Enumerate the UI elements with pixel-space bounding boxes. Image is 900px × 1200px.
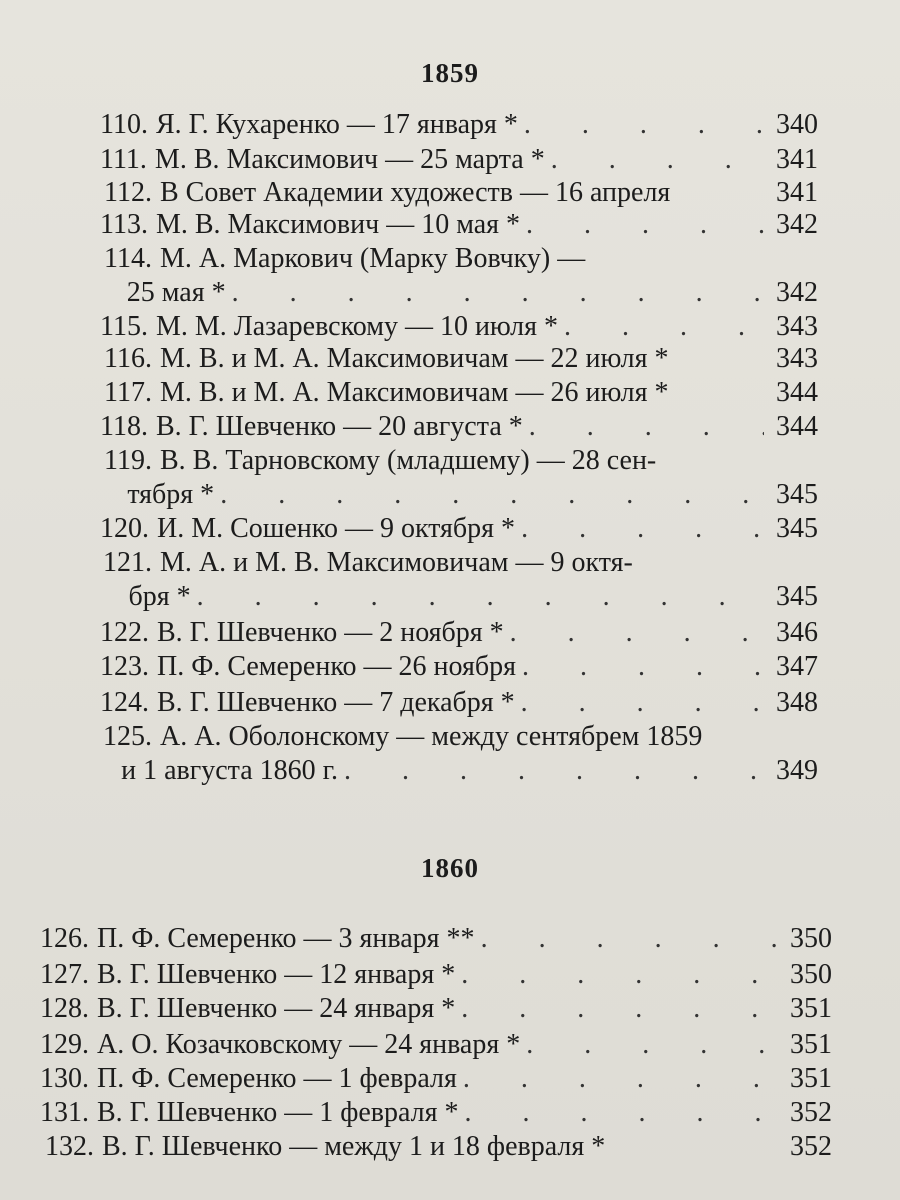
toc-entry-line bbox=[40, 992, 832, 1026]
toc-entry bbox=[100, 686, 818, 720]
page-number: 343 bbox=[776, 311, 818, 342]
toc-entry bbox=[40, 1096, 832, 1130]
toc-entry-line bbox=[100, 310, 818, 344]
entry-number: 126. bbox=[40, 923, 89, 954]
entry-number: 114. bbox=[104, 243, 152, 274]
toc-entry-line bbox=[100, 376, 818, 410]
entry-title: М. В. Максимович — 10 мая * bbox=[155, 209, 521, 240]
toc-entry-line bbox=[100, 512, 818, 546]
dot-leader bbox=[461, 958, 778, 992]
entry-number: 119. bbox=[104, 445, 152, 476]
toc-entry-line bbox=[40, 1062, 832, 1096]
toc-entry-line bbox=[100, 444, 818, 478]
page-number: 347 bbox=[776, 651, 818, 682]
toc-entry-line bbox=[100, 242, 818, 276]
toc-entry bbox=[40, 1062, 832, 1096]
entry-number: 116. bbox=[104, 343, 152, 374]
page-number: 341 bbox=[776, 177, 818, 208]
toc-entry-line bbox=[40, 1028, 832, 1062]
page-number: 344 bbox=[776, 411, 818, 442]
entry-title: В. Г. Шевченко — 2 ноября * bbox=[157, 617, 504, 648]
entry-number: 121. bbox=[103, 547, 152, 578]
toc-entry bbox=[100, 376, 818, 410]
toc-entry bbox=[40, 1028, 832, 1062]
entry-title: бря * bbox=[128, 581, 191, 612]
entry-number: 118. bbox=[100, 411, 148, 442]
dot-leader bbox=[526, 208, 764, 242]
dot-leader bbox=[529, 410, 764, 444]
toc-entry bbox=[100, 108, 818, 142]
toc-entry bbox=[100, 410, 818, 444]
toc-entry-line bbox=[100, 410, 818, 444]
dot-leader bbox=[481, 922, 778, 956]
year-heading: 1860 bbox=[421, 853, 479, 883]
entry-title: М. В. Максимович — 25 марта * bbox=[154, 144, 545, 175]
page-number: 352 bbox=[790, 1097, 832, 1128]
year-heading: 1859 bbox=[421, 58, 479, 88]
toc-entry bbox=[40, 992, 832, 1026]
entry-title: П. Ф. Семеренко — 26 ноября bbox=[157, 651, 516, 682]
entry-title: В. Г. Шевченко — 20 августа * bbox=[155, 411, 523, 442]
page-number: 345 bbox=[776, 513, 818, 544]
page-number: 340 bbox=[776, 109, 818, 140]
entry-title: В. Г. Шевченко — 7 декабря * bbox=[157, 687, 515, 718]
entry-title: В. Г. Шевченко — 24 января * bbox=[97, 993, 456, 1024]
dot-leader bbox=[521, 686, 764, 720]
page-number: 349 bbox=[776, 755, 818, 786]
entry-title: М. В. и М. А. Максимовичам — 22 июля * bbox=[160, 343, 669, 374]
dot-leader bbox=[551, 143, 764, 177]
entry-title: М. А. Маркович (Марку Вовчку) — bbox=[160, 243, 586, 274]
entry-number: 112. bbox=[104, 177, 152, 208]
toc-entry bbox=[100, 546, 818, 614]
toc-entry-line bbox=[100, 720, 818, 754]
entry-title: М. М. Лазаревскому — 10 июля * bbox=[155, 311, 559, 342]
toc-entry-line bbox=[40, 958, 832, 992]
dot-leader bbox=[510, 616, 764, 650]
page-number: 348 bbox=[776, 687, 818, 718]
dot-leader bbox=[463, 1062, 778, 1096]
entry-title: М. А. и М. В. Максимовичам — 9 октя- bbox=[160, 547, 633, 578]
page-number: 342 bbox=[776, 209, 818, 240]
dot-leader bbox=[522, 650, 764, 684]
entry-title: А. А. Оболонскому — между сентябрем 1859 bbox=[160, 721, 703, 752]
entry-number: 130. bbox=[40, 1063, 89, 1094]
page-number: 351 bbox=[790, 1063, 832, 1094]
entry-number: 120. bbox=[100, 513, 149, 544]
toc-entry bbox=[40, 922, 832, 956]
entry-title: П. Ф. Семеренко — 3 января ** bbox=[97, 923, 475, 954]
entry-title: В. В. Тарновскому (младшему) — 28 сен- bbox=[160, 445, 657, 476]
page-number: 341 bbox=[776, 144, 818, 175]
page-number: 342 bbox=[776, 277, 818, 308]
entry-number: 115. bbox=[100, 311, 148, 342]
entry-number: 123. bbox=[100, 651, 149, 682]
page-number: 350 bbox=[790, 959, 832, 990]
toc-entry-line bbox=[100, 276, 818, 310]
entry-number: 132. bbox=[45, 1131, 94, 1162]
entry-title: и 1 августа 1860 г. bbox=[121, 755, 338, 786]
entry-title: В. Г. Шевченко — 1 февраля * bbox=[97, 1097, 459, 1128]
toc-entry bbox=[100, 242, 818, 310]
dot-leader bbox=[524, 108, 764, 142]
entry-number: 111. bbox=[100, 144, 147, 175]
dot-leader bbox=[197, 580, 764, 614]
entry-number: 110. bbox=[100, 109, 148, 140]
entry-number: 129. bbox=[40, 1029, 89, 1060]
toc-entry-line bbox=[100, 176, 818, 210]
entry-number: 117. bbox=[104, 377, 152, 408]
dot-leader bbox=[232, 276, 764, 310]
entry-number: 127. bbox=[40, 959, 89, 990]
toc-entry bbox=[100, 176, 818, 210]
page-number: 344 bbox=[776, 377, 818, 408]
page-number: 345 bbox=[776, 479, 818, 510]
toc-entry-line bbox=[100, 108, 818, 142]
dot-leader bbox=[344, 754, 764, 788]
toc-entry-line bbox=[40, 922, 832, 956]
entry-number: 124. bbox=[100, 687, 149, 718]
page-number: 351 bbox=[790, 993, 832, 1024]
toc-entry bbox=[100, 208, 818, 242]
page-number: 345 bbox=[776, 581, 818, 612]
toc-entry bbox=[100, 616, 818, 650]
entry-number: 125. bbox=[103, 721, 152, 752]
toc-entry bbox=[100, 143, 818, 177]
toc-entry-line bbox=[100, 546, 818, 580]
entry-title: В Совет Академии художеств — 16 апреля bbox=[160, 177, 671, 208]
dot-leader bbox=[526, 1028, 778, 1062]
entry-number: 128. bbox=[40, 993, 89, 1024]
dot-leader bbox=[220, 478, 764, 512]
page-number: 346 bbox=[776, 617, 818, 648]
page-number: 343 bbox=[776, 343, 818, 374]
toc-entry-line bbox=[100, 686, 818, 720]
toc-entry-line bbox=[100, 650, 818, 684]
entry-title: В. Г. Шевченко — между 1 и 18 февраля * bbox=[102, 1131, 606, 1162]
toc-entry bbox=[100, 650, 818, 684]
toc-entry-line bbox=[100, 616, 818, 650]
toc-entry bbox=[100, 720, 818, 788]
page-number: 352 bbox=[790, 1131, 832, 1162]
toc-entry-line bbox=[40, 1096, 832, 1130]
toc-entry bbox=[100, 512, 818, 546]
toc-entry bbox=[40, 958, 832, 992]
toc-entry-line bbox=[100, 208, 818, 242]
toc-entry-line bbox=[100, 342, 818, 376]
entry-number: 122. bbox=[100, 617, 149, 648]
toc-entry bbox=[100, 310, 818, 344]
page-number: 350 bbox=[790, 923, 832, 954]
entry-title: 25 мая * bbox=[126, 277, 226, 308]
dot-leader bbox=[564, 310, 764, 344]
toc-entry-line bbox=[100, 754, 818, 788]
entry-number: 113. bbox=[100, 209, 148, 240]
entry-title: М. В. и М. А. Максимовичам — 26 июля * bbox=[160, 377, 669, 408]
toc-entry-line bbox=[100, 580, 818, 614]
toc-entry bbox=[40, 1130, 832, 1164]
entry-title: тября * bbox=[127, 479, 215, 510]
page-number: 351 bbox=[790, 1029, 832, 1060]
toc-entry-line bbox=[100, 143, 818, 177]
toc-entry bbox=[100, 342, 818, 376]
entry-title: А. О. Козачковскому — 24 января * bbox=[97, 1029, 521, 1060]
toc-entry-line bbox=[100, 478, 818, 512]
entry-title: В. Г. Шевченко — 12 января * bbox=[97, 959, 456, 990]
entry-title: Я. Г. Кухаренко — 17 января * bbox=[155, 109, 518, 140]
dot-leader bbox=[521, 512, 764, 546]
toc-entry bbox=[100, 444, 818, 512]
entry-number: 131. bbox=[40, 1097, 89, 1128]
entry-title: И. М. Сошенко — 9 октября * bbox=[157, 513, 516, 544]
toc-entry-line bbox=[40, 1130, 832, 1164]
entry-title: П. Ф. Семеренко — 1 февраля bbox=[97, 1063, 457, 1094]
dot-leader bbox=[465, 1096, 778, 1130]
dot-leader bbox=[461, 992, 778, 1026]
